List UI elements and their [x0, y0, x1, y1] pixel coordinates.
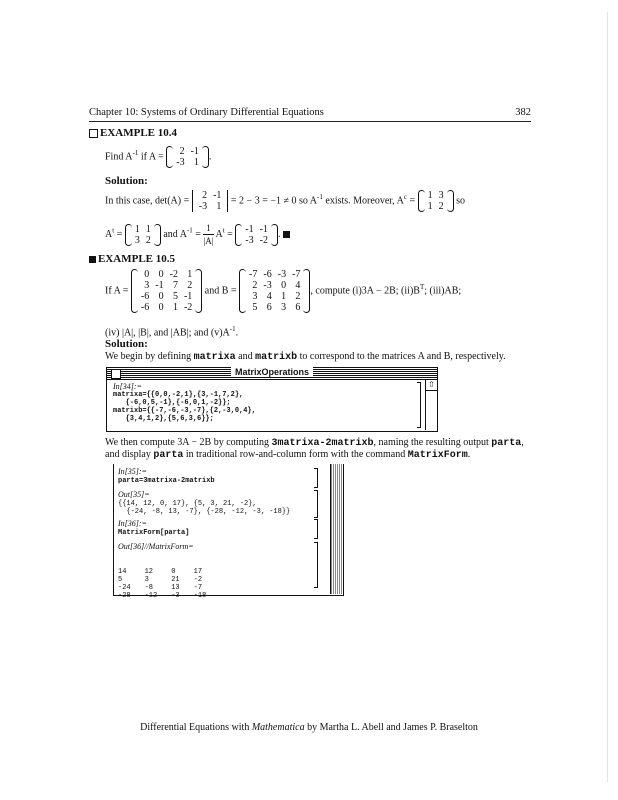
matrix-b-105	[239, 269, 310, 313]
input-cell-36[interactable]: MatrixForm[parta]	[118, 529, 190, 537]
matrix-cell: -6	[263, 269, 272, 280]
matrix-at: 1 1 3 2	[125, 224, 161, 246]
input-cell-34[interactable]: matrixa={{0,0,-2,1},{3,-1,7,2}, {-6,0,5,-1},{-6,0,1,-2}}; matrixb={{-7,-6,-3,-7},{2,-3,0,4}, {3,4,1,2},{5,6,3,6}};	[113, 391, 256, 423]
chapter-title: Chapter 10: Systems of Ordinary Differential Equations	[89, 107, 324, 118]
matrix-cell: -2	[183, 302, 193, 313]
cell-bracket[interactable]	[314, 468, 318, 488]
output-cell: 17	[193, 568, 203, 576]
output-cell: -2	[193, 576, 203, 584]
output-cell: -3	[171, 592, 180, 600]
example-10-4-heading: EXAMPLE 10.4	[89, 127, 177, 139]
matrix-cell: -7	[292, 269, 301, 280]
ex105-para1: We begin by defining matrixa and matrixb to correspond to the matrices A and B, respectively.	[105, 351, 506, 363]
matrix-cell: 5	[172, 291, 178, 302]
output-cell: -18	[193, 592, 207, 600]
window-title: MatrixOperations	[231, 367, 313, 377]
matrix-a-104: 2 -1 -3 1	[166, 146, 209, 168]
matrix-cell: -1	[155, 280, 164, 291]
matrix-cell: 3	[144, 280, 150, 291]
output-cell: -24	[118, 584, 131, 592]
matrix-cell: 0	[158, 291, 164, 302]
matrix-cell: -3	[277, 269, 287, 280]
input-label-34: In[34]:=	[113, 382, 142, 391]
cell-bracket[interactable]	[314, 519, 318, 539]
matrixform-output[interactable]	[118, 552, 220, 616]
matrix-cell: 2	[187, 280, 193, 291]
ex104-find: Find $A^{-1}$ if A = 2 -1 -3 1 .	[105, 146, 212, 168]
ex104-line2: $A^t$ = 1 1 3 2 and $A^{-1}$ = $\frac{1}{|A|}$ $A^t$ = -1 -1 -3 -2 .	[105, 222, 290, 247]
matrix-cell: 0	[158, 302, 164, 313]
input-cell-35[interactable]: parta=3matrixa-2matrixb	[118, 477, 215, 485]
ex105-solution-label: Solution:	[105, 338, 148, 350]
matrix-cell: 7	[172, 280, 178, 291]
output-label-36: Out[36]//MatrixForm=	[118, 542, 194, 551]
input-label-35: In[35]:=	[118, 467, 147, 476]
output-cell-35[interactable]: {{14, 12, 0, 17}, {5, 3, 21, -2}, {-24, -8, 13, -7}, {-28, -12, -3, -18}}	[118, 500, 291, 516]
notebook-window-matrixoperations[interactable]	[106, 367, 438, 432]
running-header	[89, 107, 531, 118]
ex105-line2: (iv) |A|, |B|, and |AB|; and $(v)A^{-1}$.	[105, 325, 239, 339]
output-cell: 5	[118, 576, 123, 584]
ex105-statement: If A = 0 0 -2 1 3 -1 7 2 -6 0 5 -1 -6 0 1 -2 and B = -7 -6 -3 -7 2 -3 0 4 3 4 1 2 5 6 3 6 , compute (i)3A − 2B; $(ii)B^T$; (iii)AB;	[105, 269, 462, 313]
matrix-cell: -6	[140, 291, 150, 302]
header-rule	[89, 121, 531, 122]
ex105-para3: and display parta in traditional row-and-column form with the command MatrixForm.	[105, 449, 471, 461]
output-cell: -28	[118, 592, 131, 600]
page-edge	[607, 12, 608, 782]
close-box-icon[interactable]	[111, 369, 121, 379]
matrix-cell: -7	[249, 269, 258, 280]
scroll-up-arrow-icon[interactable]: ⇧	[426, 380, 437, 391]
matrix-cell: 4	[266, 291, 272, 302]
output-cell: 0	[171, 568, 176, 576]
matrix-cell: 5	[252, 302, 258, 313]
matrix-cell: -6	[140, 302, 150, 313]
output-cell: 14	[118, 568, 127, 576]
matrix-inverse-104: -1 -1 -3 -2	[235, 224, 278, 246]
notebook-window-output[interactable]	[113, 464, 344, 600]
matrix-cell: 0	[281, 280, 287, 291]
matrix-cell: 3	[281, 302, 287, 313]
matrix-cell: 1	[172, 302, 178, 313]
fraction: $\frac{1}{|A|}$	[203, 223, 214, 246]
det-a: 2 -1 -3 1	[192, 190, 229, 212]
output-cell: 13	[171, 584, 180, 592]
output-cell: 21	[171, 576, 180, 584]
matrix-cell: 0	[144, 269, 150, 280]
output-cell: 12	[144, 568, 154, 576]
output-cell: -8	[144, 584, 154, 592]
cell-bracket[interactable]	[314, 490, 318, 518]
matrix-cell: -2	[169, 269, 178, 280]
matrix-cell: 1	[281, 291, 287, 302]
cell-bracket[interactable]	[417, 382, 421, 428]
matrix-cell: 2	[252, 280, 258, 291]
open-square-icon	[89, 129, 98, 138]
matrix-cell: -3	[263, 280, 272, 291]
ex104-solution-label: Solution:	[105, 175, 148, 187]
output-cell: 3	[144, 576, 149, 584]
matrix-cell: 3	[252, 291, 258, 302]
output-cell: -7	[193, 584, 203, 592]
filled-square-icon	[89, 256, 96, 263]
matrix-cell: 1	[187, 269, 193, 280]
matrix-ac: 1 3 1 2	[418, 190, 454, 212]
ex104-line1: In this case, det(A) = 2 -1 -3 1 = 2 − 3 = −1 ≠ 0 so $A^{-1}$ exists. Moreover, $A^c$ = 1 3 1 2 so	[105, 190, 466, 212]
cell-bracket[interactable]	[314, 542, 318, 588]
matrix-cell: 6	[266, 302, 272, 313]
matrix-cell: 4	[295, 280, 301, 291]
matrix-cell: -1	[183, 291, 193, 302]
example-10-5-heading: EXAMPLE 10.5	[89, 253, 175, 265]
vertical-scrollbar[interactable]	[330, 464, 343, 594]
matrix-cell: 0	[158, 269, 164, 280]
output-cell: -12	[144, 592, 158, 600]
matrix-cell: 2	[295, 291, 301, 302]
window-titlebar[interactable]	[107, 368, 437, 380]
matrix-cell: 6	[295, 302, 301, 313]
matrix-a-105	[131, 269, 202, 313]
vertical-scrollbar[interactable]	[425, 380, 437, 430]
page-number: 382	[515, 107, 531, 118]
footer: Differential Equations with Mathematica by Martha L. Abell and James P. Braselton	[140, 722, 478, 733]
input-label-36: In[36]:=	[118, 519, 147, 528]
ex105-para2: We then compute 3A − 2B by computing 3matrixa-2matrixb, naming the resulting output parta,	[105, 437, 524, 449]
qed-square-icon	[283, 231, 290, 238]
output-label-35: Out[35]=	[118, 490, 150, 499]
